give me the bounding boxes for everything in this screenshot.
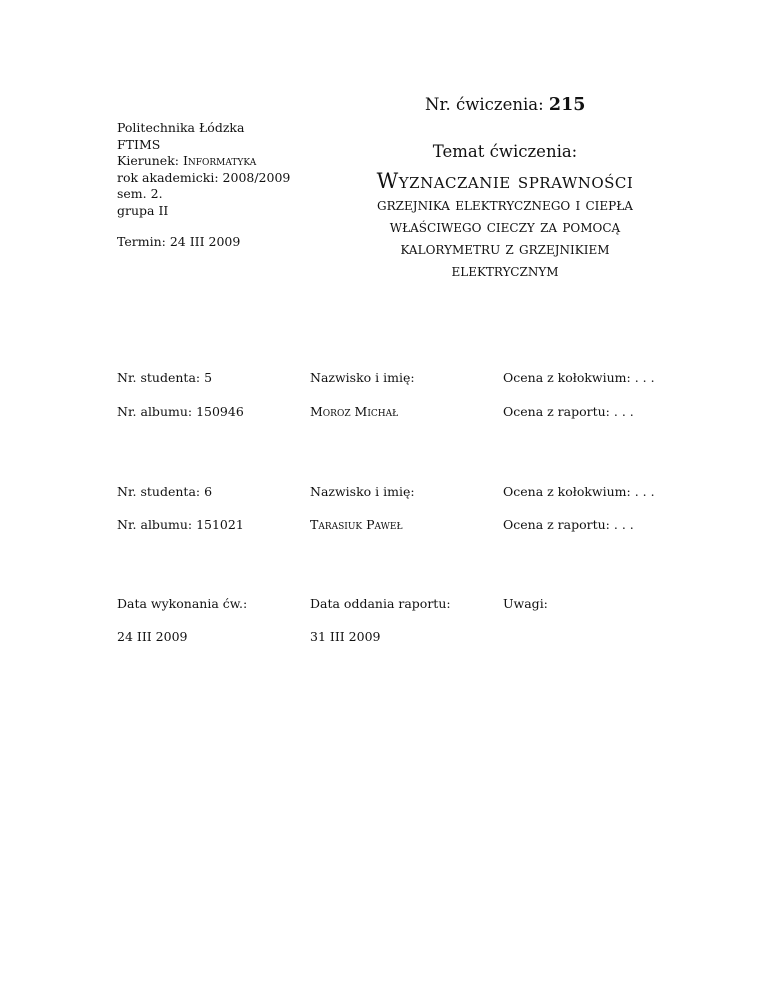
topic-label: Temat ćwiczenia: [432,142,578,161]
faculty-name: FTIMS [117,136,161,152]
field-prefix: Kierunek: [117,153,183,168]
semester: sem. 2. [117,186,163,201]
group: grupa II [117,202,169,218]
student-name: Moroz Michał [310,404,399,419]
topic-title-line-4: kalorymetru z grzejnikiem [400,239,610,258]
topic-title-line-3: właściwego cieczy za pomocą [389,217,621,236]
institution-info [117,120,290,219]
student-number: Nr. studenta: 6 [117,484,213,499]
performed-date: 24 III 2009 [117,629,188,644]
topic-title-line-5: elektrycznym [451,261,559,280]
student-number: Nr. studenta: 5 [117,370,213,385]
colloquium-grade: Ocena z kołokwium: . . . [503,370,655,385]
remarks-label: Uwagi: [503,596,548,611]
student-name-label: Nazwisko i imię: [310,370,415,385]
termin: Termin: 24 III 2009 [117,234,241,249]
colloquium-grade: Ocena z kołokwium: . . . [503,484,655,499]
student-name: Tarasiuk Paweł [310,517,403,532]
exercise-number [425,95,585,115]
field-of-study [117,153,290,170]
field-name: Informatyka [182,153,257,168]
performed-date-label: Data wykonania ćw.: [117,596,248,611]
topic-title [305,170,705,282]
exercise-number-label: Nr. ćwiczenia: [425,95,549,114]
academic-year: rok akademicki: 2008/2009 [117,169,291,185]
submitted-date: 31 III 2009 [310,629,381,644]
university-name: Politechnika Łódzka [117,120,245,135]
album-number: Nr. albumu: 151021 [117,517,244,532]
report-grade: Ocena z raportu: . . . [503,517,634,532]
album-number: Nr. albumu: 150946 [117,404,244,419]
submitted-date-label: Data oddania raportu: [310,596,451,611]
report-grade: Ocena z raportu: . . . [503,404,634,419]
exercise-number-value: 215 [548,95,586,115]
topic-title-line-1: Wyznaczanie sprawności [376,169,634,193]
student-name-label: Nazwisko i imię: [310,484,415,499]
topic-title-line-2: grzejnika elektrycznego i ciepła [377,195,633,214]
